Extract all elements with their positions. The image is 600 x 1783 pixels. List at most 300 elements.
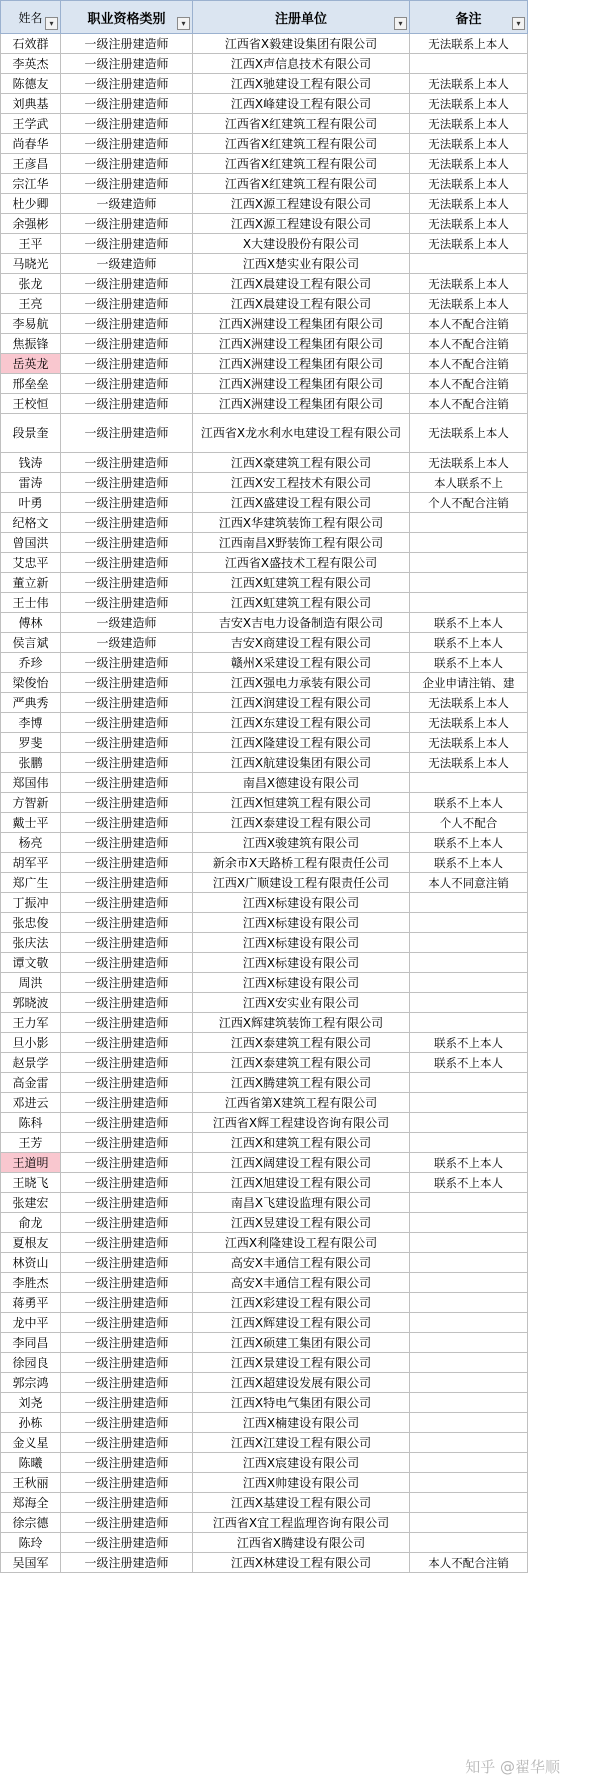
cell-name[interactable]: 艾忠平: [1, 553, 61, 573]
cell-category[interactable]: 一级注册建造师: [61, 953, 193, 973]
cell-category[interactable]: 一级注册建造师: [61, 573, 193, 593]
cell-category[interactable]: 一级注册建造师: [61, 1453, 193, 1473]
cell-remark[interactable]: [410, 1473, 528, 1493]
cell-company[interactable]: 江西X基建设工程有限公司: [193, 1493, 410, 1513]
cell-name[interactable]: 陈曦: [1, 1453, 61, 1473]
cell-company[interactable]: 江西X旭建设工程有限公司: [193, 1173, 410, 1193]
cell-company[interactable]: 江西省X红建筑工程有限公司: [193, 114, 410, 134]
cell-name[interactable]: 傅林: [1, 613, 61, 633]
cell-remark[interactable]: [410, 913, 528, 933]
cell-company[interactable]: 江西X虹建筑工程有限公司: [193, 593, 410, 613]
cell-remark[interactable]: 联系不上本人: [410, 613, 528, 633]
cell-company[interactable]: 江西X华建筑装饰工程有限公司: [193, 513, 410, 533]
cell-category[interactable]: 一级注册建造师: [61, 553, 193, 573]
cell-category[interactable]: 一级注册建造师: [61, 1273, 193, 1293]
cell-name[interactable]: 罗斐: [1, 733, 61, 753]
cell-remark[interactable]: [410, 1113, 528, 1133]
cell-category[interactable]: 一级注册建造师: [61, 1053, 193, 1073]
cell-company[interactable]: 江西X腾建筑工程有限公司: [193, 1073, 410, 1093]
cell-category[interactable]: 一级注册建造师: [61, 753, 193, 773]
cell-remark[interactable]: [410, 553, 528, 573]
cell-company[interactable]: 江西X和建筑工程有限公司: [193, 1133, 410, 1153]
cell-company[interactable]: 江西X强电力承装有限公司: [193, 673, 410, 693]
cell-company[interactable]: 江西省X宜工程监理咨询有限公司: [193, 1513, 410, 1533]
cell-category[interactable]: 一级注册建造师: [61, 1313, 193, 1333]
cell-name[interactable]: 谭文敬: [1, 953, 61, 973]
cell-remark[interactable]: 联系不上本人: [410, 1153, 528, 1173]
cell-name[interactable]: 邢垒垒: [1, 374, 61, 394]
cell-name[interactable]: 钱涛: [1, 453, 61, 473]
cell-remark[interactable]: [410, 1253, 528, 1273]
cell-category[interactable]: 一级注册建造师: [61, 314, 193, 334]
cell-remark[interactable]: [410, 1293, 528, 1313]
cell-category[interactable]: 一级注册建造师: [61, 793, 193, 813]
cell-category[interactable]: 一级注册建造师: [61, 693, 193, 713]
cell-remark[interactable]: [410, 993, 528, 1013]
cell-category[interactable]: 一级注册建造师: [61, 74, 193, 94]
cell-company[interactable]: 赣州X采建设工程有限公司: [193, 653, 410, 673]
header-name[interactable]: [1, 1, 61, 34]
cell-company[interactable]: 江西X标建设有限公司: [193, 913, 410, 933]
cell-company[interactable]: 江西X楚实业有限公司: [193, 254, 410, 274]
cell-category[interactable]: 一级注册建造师: [61, 1413, 193, 1433]
cell-name[interactable]: 王士伟: [1, 593, 61, 613]
cell-remark[interactable]: 无法联系上本人: [410, 234, 528, 254]
cell-company[interactable]: 江西X安实业有限公司: [193, 993, 410, 1013]
cell-company[interactable]: 江西X洲建设工程集团有限公司: [193, 374, 410, 394]
cell-company[interactable]: 江西X洲建设工程集团有限公司: [193, 354, 410, 374]
cell-company[interactable]: 江西省X腾建设有限公司: [193, 1533, 410, 1553]
cell-category[interactable]: 一级注册建造师: [61, 913, 193, 933]
cell-name[interactable]: 岳英龙: [1, 354, 61, 374]
cell-remark[interactable]: [410, 593, 528, 613]
cell-remark[interactable]: [410, 573, 528, 593]
cell-name[interactable]: 王校恒: [1, 394, 61, 414]
cell-company[interactable]: 江西X景建设工程有限公司: [193, 1353, 410, 1373]
cell-company[interactable]: 江西X豪建筑工程有限公司: [193, 453, 410, 473]
cell-category[interactable]: 一级建造师: [61, 633, 193, 653]
cell-remark[interactable]: [410, 1313, 528, 1333]
cell-remark[interactable]: [410, 1073, 528, 1093]
cell-category[interactable]: 一级建造师: [61, 254, 193, 274]
cell-remark[interactable]: 无法联系上本人: [410, 94, 528, 114]
cell-category[interactable]: 一级注册建造师: [61, 733, 193, 753]
cell-category[interactable]: 一级注册建造师: [61, 593, 193, 613]
cell-category[interactable]: 一级注册建造师: [61, 1333, 193, 1353]
cell-company[interactable]: 高安X丰通信工程有限公司: [193, 1253, 410, 1273]
cell-category[interactable]: 一级注册建造师: [61, 1533, 193, 1553]
cell-company[interactable]: 江西X宸建设有限公司: [193, 1453, 410, 1473]
cell-company[interactable]: 江西省第X建筑工程有限公司: [193, 1093, 410, 1113]
cell-category[interactable]: 一级注册建造师: [61, 653, 193, 673]
cell-category[interactable]: 一级注册建造师: [61, 1493, 193, 1513]
cell-remark[interactable]: [410, 1513, 528, 1533]
cell-company[interactable]: 江西X驰建设工程有限公司: [193, 74, 410, 94]
cell-name[interactable]: 叶勇: [1, 493, 61, 513]
cell-category[interactable]: 一级建造师: [61, 194, 193, 214]
cell-company[interactable]: 江西X洲建设工程集团有限公司: [193, 334, 410, 354]
cell-company[interactable]: 江西X虹建筑工程有限公司: [193, 573, 410, 593]
cell-remark[interactable]: [410, 1533, 528, 1553]
cell-category[interactable]: 一级注册建造师: [61, 1353, 193, 1373]
header-category[interactable]: [61, 1, 193, 34]
cell-remark[interactable]: [410, 1133, 528, 1153]
cell-name[interactable]: 李英杰: [1, 54, 61, 74]
cell-company[interactable]: 江西X特电气集团有限公司: [193, 1393, 410, 1413]
cell-category[interactable]: 一级注册建造师: [61, 134, 193, 154]
cell-name[interactable]: 王晓飞: [1, 1173, 61, 1193]
cell-category[interactable]: 一级注册建造师: [61, 1373, 193, 1393]
cell-remark[interactable]: [410, 1093, 528, 1113]
cell-name[interactable]: 旦小影: [1, 1033, 61, 1053]
cell-category[interactable]: 一级注册建造师: [61, 813, 193, 833]
cell-name[interactable]: 郭宗鸿: [1, 1373, 61, 1393]
cell-name[interactable]: 董立新: [1, 573, 61, 593]
cell-name[interactable]: 王平: [1, 234, 61, 254]
cell-company[interactable]: 江西X阔建设工程有限公司: [193, 1153, 410, 1173]
cell-name[interactable]: 刘尧: [1, 1393, 61, 1413]
cell-remark[interactable]: [410, 933, 528, 953]
cell-category[interactable]: 一级注册建造师: [61, 334, 193, 354]
filter-dropdown-icon[interactable]: ▾: [45, 17, 58, 30]
cell-category[interactable]: 一级注册建造师: [61, 1073, 193, 1093]
cell-name[interactable]: 方智新: [1, 793, 61, 813]
cell-company[interactable]: 江西X源工程建设有限公司: [193, 194, 410, 214]
cell-remark[interactable]: 本人不配合注销: [410, 334, 528, 354]
cell-company[interactable]: 江西X源工程建设有限公司: [193, 214, 410, 234]
cell-category[interactable]: 一级注册建造师: [61, 274, 193, 294]
cell-company[interactable]: 江西X洲建设工程集团有限公司: [193, 314, 410, 334]
cell-company[interactable]: 江西X安工程技术有限公司: [193, 473, 410, 493]
cell-category[interactable]: 一级注册建造师: [61, 773, 193, 793]
cell-category[interactable]: 一级注册建造师: [61, 34, 193, 54]
cell-name[interactable]: 陈德友: [1, 74, 61, 94]
cell-category[interactable]: 一级注册建造师: [61, 1113, 193, 1133]
cell-company[interactable]: 江西南昌X野装饰工程有限公司: [193, 533, 410, 553]
cell-company[interactable]: 江西X洲建设工程集团有限公司: [193, 394, 410, 414]
cell-name[interactable]: 孙栋: [1, 1413, 61, 1433]
cell-name[interactable]: 王力军: [1, 1013, 61, 1033]
cell-company[interactable]: 江西X超建设发展有限公司: [193, 1373, 410, 1393]
cell-name[interactable]: 李胜杰: [1, 1273, 61, 1293]
cell-name[interactable]: 高金雷: [1, 1073, 61, 1093]
cell-remark[interactable]: 本人不配合注销: [410, 394, 528, 414]
cell-company[interactable]: 江西X泰建筑工程有限公司: [193, 1053, 410, 1073]
cell-category[interactable]: 一级注册建造师: [61, 214, 193, 234]
cell-remark[interactable]: 无法联系上本人: [410, 154, 528, 174]
cell-name[interactable]: 严典秀: [1, 693, 61, 713]
cell-company[interactable]: 江西省X盛技术工程有限公司: [193, 553, 410, 573]
cell-remark[interactable]: 本人不配合注销: [410, 374, 528, 394]
cell-remark[interactable]: 无法联系上本人: [410, 134, 528, 154]
cell-name[interactable]: 张鹏: [1, 753, 61, 773]
cell-category[interactable]: 一级注册建造师: [61, 533, 193, 553]
cell-name[interactable]: 王亮: [1, 294, 61, 314]
cell-name[interactable]: 郭晓波: [1, 993, 61, 1013]
cell-company[interactable]: 江西省X辉工程建设咨询有限公司: [193, 1113, 410, 1133]
cell-category[interactable]: 一级注册建造师: [61, 374, 193, 394]
cell-company[interactable]: 江西X骏建筑有限公司: [193, 833, 410, 853]
cell-name[interactable]: 段景奎: [1, 414, 61, 453]
cell-category[interactable]: 一级注册建造师: [61, 453, 193, 473]
cell-category[interactable]: 一级注册建造师: [61, 1553, 193, 1573]
cell-name[interactable]: 杨亮: [1, 833, 61, 853]
cell-name[interactable]: 龙中平: [1, 1313, 61, 1333]
cell-category[interactable]: 一级注册建造师: [61, 1513, 193, 1533]
cell-company[interactable]: 江西X恒建筑工程有限公司: [193, 793, 410, 813]
cell-name[interactable]: 李博: [1, 713, 61, 733]
cell-remark[interactable]: 无法联系上本人: [410, 74, 528, 94]
cell-remark[interactable]: [410, 533, 528, 553]
cell-name[interactable]: 梁俊怡: [1, 673, 61, 693]
cell-remark[interactable]: [410, 1333, 528, 1353]
cell-remark[interactable]: [410, 773, 528, 793]
cell-company[interactable]: 吉安X商建设工程有限公司: [193, 633, 410, 653]
cell-category[interactable]: 一级注册建造师: [61, 713, 193, 733]
cell-remark[interactable]: [410, 893, 528, 913]
cell-remark[interactable]: [410, 1233, 528, 1253]
cell-category[interactable]: 一级注册建造师: [61, 1173, 193, 1193]
cell-company[interactable]: 江西X声信息技术有限公司: [193, 54, 410, 74]
cell-remark[interactable]: [410, 1193, 528, 1213]
cell-category[interactable]: 一级注册建造师: [61, 154, 193, 174]
cell-name[interactable]: 王学武: [1, 114, 61, 134]
cell-remark[interactable]: 企业申请注销、建: [410, 673, 528, 693]
cell-remark[interactable]: [410, 1453, 528, 1473]
cell-company[interactable]: 江西X隆建设工程有限公司: [193, 733, 410, 753]
cell-category[interactable]: 一级注册建造师: [61, 94, 193, 114]
cell-company[interactable]: 江西X盛建设工程有限公司: [193, 493, 410, 513]
cell-name[interactable]: 林资山: [1, 1253, 61, 1273]
cell-name[interactable]: 纪格文: [1, 513, 61, 533]
cell-name[interactable]: 刘典基: [1, 94, 61, 114]
cell-company[interactable]: 江西X广顺建设工程有限责任公司: [193, 873, 410, 893]
cell-name[interactable]: 陈科: [1, 1113, 61, 1133]
cell-category[interactable]: 一级注册建造师: [61, 1013, 193, 1033]
cell-remark[interactable]: 无法联系上本人: [410, 713, 528, 733]
cell-remark[interactable]: 联系不上本人: [410, 1033, 528, 1053]
cell-company[interactable]: 江西X东建设工程有限公司: [193, 713, 410, 733]
cell-category[interactable]: 一级注册建造师: [61, 294, 193, 314]
cell-name[interactable]: 张忠俊: [1, 913, 61, 933]
cell-category[interactable]: 一级注册建造师: [61, 1033, 193, 1053]
cell-company[interactable]: 江西X昱建设工程有限公司: [193, 1213, 410, 1233]
cell-remark[interactable]: [410, 1393, 528, 1413]
cell-company[interactable]: 江西省X红建筑工程有限公司: [193, 154, 410, 174]
cell-remark[interactable]: 无法联系上本人: [410, 753, 528, 773]
cell-category[interactable]: 一级注册建造师: [61, 1153, 193, 1173]
cell-name[interactable]: 王彦昌: [1, 154, 61, 174]
cell-remark[interactable]: 本人不配合注销: [410, 1553, 528, 1573]
cell-category[interactable]: 一级注册建造师: [61, 1473, 193, 1493]
cell-remark[interactable]: [410, 1493, 528, 1513]
cell-name[interactable]: 郑海全: [1, 1493, 61, 1513]
cell-remark[interactable]: 无法联系上本人: [410, 34, 528, 54]
cell-company[interactable]: 吉安X吉电力设备制造有限公司: [193, 613, 410, 633]
cell-category[interactable]: 一级注册建造师: [61, 114, 193, 134]
cell-name[interactable]: 徐宗德: [1, 1513, 61, 1533]
cell-remark[interactable]: [410, 254, 528, 274]
cell-category[interactable]: 一级注册建造师: [61, 1233, 193, 1253]
cell-company[interactable]: 江西X标建设有限公司: [193, 973, 410, 993]
cell-category[interactable]: 一级注册建造师: [61, 414, 193, 453]
cell-name[interactable]: 丁振冲: [1, 893, 61, 913]
cell-company[interactable]: 江西X帅建设有限公司: [193, 1473, 410, 1493]
cell-remark[interactable]: 本人不配合注销: [410, 314, 528, 334]
cell-name[interactable]: 石效群: [1, 34, 61, 54]
cell-name[interactable]: 吴国军: [1, 1553, 61, 1573]
cell-name[interactable]: 戴士平: [1, 813, 61, 833]
cell-remark[interactable]: 联系不上本人: [410, 1173, 528, 1193]
cell-remark[interactable]: 无法联系上本人: [410, 274, 528, 294]
cell-category[interactable]: 一级注册建造师: [61, 973, 193, 993]
cell-company[interactable]: 江西X硕建工集团有限公司: [193, 1333, 410, 1353]
cell-name[interactable]: 金义星: [1, 1433, 61, 1453]
cell-remark[interactable]: 个人不配合注销: [410, 493, 528, 513]
cell-name[interactable]: 王道明: [1, 1153, 61, 1173]
cell-category[interactable]: 一级注册建造师: [61, 1253, 193, 1273]
cell-name[interactable]: 余强彬: [1, 214, 61, 234]
cell-remark[interactable]: 联系不上本人: [410, 633, 528, 653]
cell-category[interactable]: 一级注册建造师: [61, 853, 193, 873]
cell-remark[interactable]: [410, 1013, 528, 1033]
cell-category[interactable]: 一级注册建造师: [61, 1293, 193, 1313]
cell-category[interactable]: 一级注册建造师: [61, 1093, 193, 1113]
cell-remark[interactable]: [410, 513, 528, 533]
header-company[interactable]: [193, 1, 410, 34]
cell-company[interactable]: 江西X航建设集团有限公司: [193, 753, 410, 773]
cell-company[interactable]: 江西省X红建筑工程有限公司: [193, 174, 410, 194]
cell-company[interactable]: 江西省X红建筑工程有限公司: [193, 134, 410, 154]
cell-category[interactable]: 一级注册建造师: [61, 893, 193, 913]
cell-company[interactable]: 江西X林建设工程有限公司: [193, 1553, 410, 1573]
cell-remark[interactable]: [410, 1413, 528, 1433]
cell-category[interactable]: 一级注册建造师: [61, 993, 193, 1013]
cell-company[interactable]: 江西X辉建筑装饰工程有限公司: [193, 1013, 410, 1033]
cell-name[interactable]: 夏根友: [1, 1233, 61, 1253]
cell-category[interactable]: 一级注册建造师: [61, 513, 193, 533]
cell-name[interactable]: 李同昌: [1, 1333, 61, 1353]
cell-remark[interactable]: 联系不上本人: [410, 833, 528, 853]
cell-name[interactable]: 赵景学: [1, 1053, 61, 1073]
cell-remark[interactable]: 本人不同意注销: [410, 873, 528, 893]
cell-category[interactable]: 一级注册建造师: [61, 354, 193, 374]
cell-name[interactable]: 马晓光: [1, 254, 61, 274]
cell-category[interactable]: 一级注册建造师: [61, 1393, 193, 1413]
cell-category[interactable]: 一级建造师: [61, 613, 193, 633]
cell-category[interactable]: 一级注册建造师: [61, 1193, 193, 1213]
cell-name[interactable]: 李易航: [1, 314, 61, 334]
cell-category[interactable]: 一级注册建造师: [61, 54, 193, 74]
cell-category[interactable]: 一级注册建造师: [61, 1213, 193, 1233]
cell-remark[interactable]: 联系不上本人: [410, 793, 528, 813]
cell-name[interactable]: 俞龙: [1, 1213, 61, 1233]
cell-name[interactable]: 徐园良: [1, 1353, 61, 1373]
cell-remark[interactable]: 无法联系上本人: [410, 414, 528, 453]
cell-company[interactable]: 江西X彩建设工程有限公司: [193, 1293, 410, 1313]
cell-name[interactable]: 焦振锋: [1, 334, 61, 354]
cell-name[interactable]: 周洪: [1, 973, 61, 993]
cell-company[interactable]: 南昌X德建设有限公司: [193, 773, 410, 793]
header-remark[interactable]: [410, 1, 528, 34]
cell-name[interactable]: 张庆法: [1, 933, 61, 953]
cell-remark[interactable]: [410, 1273, 528, 1293]
cell-company[interactable]: 江西X利隆建设工程有限公司: [193, 1233, 410, 1253]
cell-company[interactable]: 高安X丰通信工程有限公司: [193, 1273, 410, 1293]
cell-category[interactable]: 一级注册建造师: [61, 1433, 193, 1453]
cell-company[interactable]: 新余市X天路桥工程有限责任公司: [193, 853, 410, 873]
cell-remark[interactable]: [410, 1213, 528, 1233]
cell-name[interactable]: 王秋丽: [1, 1473, 61, 1493]
cell-category[interactable]: 一级注册建造师: [61, 394, 193, 414]
cell-remark[interactable]: 无法联系上本人: [410, 294, 528, 314]
cell-category[interactable]: 一级注册建造师: [61, 473, 193, 493]
cell-category[interactable]: 一级注册建造师: [61, 873, 193, 893]
cell-company[interactable]: 江西X辉建设工程有限公司: [193, 1313, 410, 1333]
cell-company[interactable]: X大建设股份有限公司: [193, 234, 410, 254]
filter-dropdown-icon[interactable]: ▾: [512, 17, 525, 30]
cell-company[interactable]: 江西X楠建设有限公司: [193, 1413, 410, 1433]
cell-name[interactable]: 王芳: [1, 1133, 61, 1153]
cell-remark[interactable]: 无法联系上本人: [410, 693, 528, 713]
cell-remark[interactable]: 个人不配合: [410, 813, 528, 833]
cell-company[interactable]: 江西X标建设有限公司: [193, 933, 410, 953]
cell-remark[interactable]: [410, 953, 528, 973]
cell-remark[interactable]: 无法联系上本人: [410, 114, 528, 134]
cell-remark[interactable]: [410, 1353, 528, 1373]
cell-name[interactable]: 乔珍: [1, 653, 61, 673]
cell-company[interactable]: 江西X晨建设工程有限公司: [193, 294, 410, 314]
cell-category[interactable]: 一级注册建造师: [61, 1133, 193, 1153]
filter-dropdown-icon[interactable]: ▾: [394, 17, 407, 30]
cell-category[interactable]: 一级注册建造师: [61, 174, 193, 194]
cell-name[interactable]: 郑国伟: [1, 773, 61, 793]
cell-category[interactable]: 一级注册建造师: [61, 234, 193, 254]
cell-remark[interactable]: [410, 1373, 528, 1393]
cell-company[interactable]: 江西X江建设工程有限公司: [193, 1433, 410, 1453]
cell-category[interactable]: 一级注册建造师: [61, 493, 193, 513]
cell-name[interactable]: 曾国洪: [1, 533, 61, 553]
cell-company[interactable]: 江西X峰建设工程有限公司: [193, 94, 410, 114]
cell-remark[interactable]: 联系不上本人: [410, 853, 528, 873]
cell-category[interactable]: 一级注册建造师: [61, 933, 193, 953]
cell-remark[interactable]: [410, 1433, 528, 1453]
cell-remark[interactable]: 无法联系上本人: [410, 194, 528, 214]
cell-name[interactable]: 侯言斌: [1, 633, 61, 653]
cell-name[interactable]: 张建宏: [1, 1193, 61, 1213]
cell-name[interactable]: 胡军平: [1, 853, 61, 873]
cell-name[interactable]: 蒋勇平: [1, 1293, 61, 1313]
cell-company[interactable]: 江西X泰建设工程有限公司: [193, 813, 410, 833]
cell-name[interactable]: 尚春华: [1, 134, 61, 154]
cell-remark[interactable]: 本人联系不上: [410, 473, 528, 493]
cell-name[interactable]: 杜少卿: [1, 194, 61, 214]
cell-remark[interactable]: 联系不上本人: [410, 1053, 528, 1073]
cell-name[interactable]: 郑广生: [1, 873, 61, 893]
cell-category[interactable]: 一级注册建造师: [61, 673, 193, 693]
cell-company[interactable]: 江西X标建设有限公司: [193, 953, 410, 973]
cell-company[interactable]: 江西省X毅建设集团有限公司: [193, 34, 410, 54]
cell-company[interactable]: 江西X晨建设工程有限公司: [193, 274, 410, 294]
cell-category[interactable]: 一级注册建造师: [61, 833, 193, 853]
cell-company[interactable]: 江西X泰建筑工程有限公司: [193, 1033, 410, 1053]
cell-remark[interactable]: [410, 54, 528, 74]
cell-name[interactable]: 雷涛: [1, 473, 61, 493]
cell-name[interactable]: 陈玲: [1, 1533, 61, 1553]
cell-remark[interactable]: 联系不上本人: [410, 653, 528, 673]
cell-name[interactable]: 邓进云: [1, 1093, 61, 1113]
cell-remark[interactable]: [410, 973, 528, 993]
